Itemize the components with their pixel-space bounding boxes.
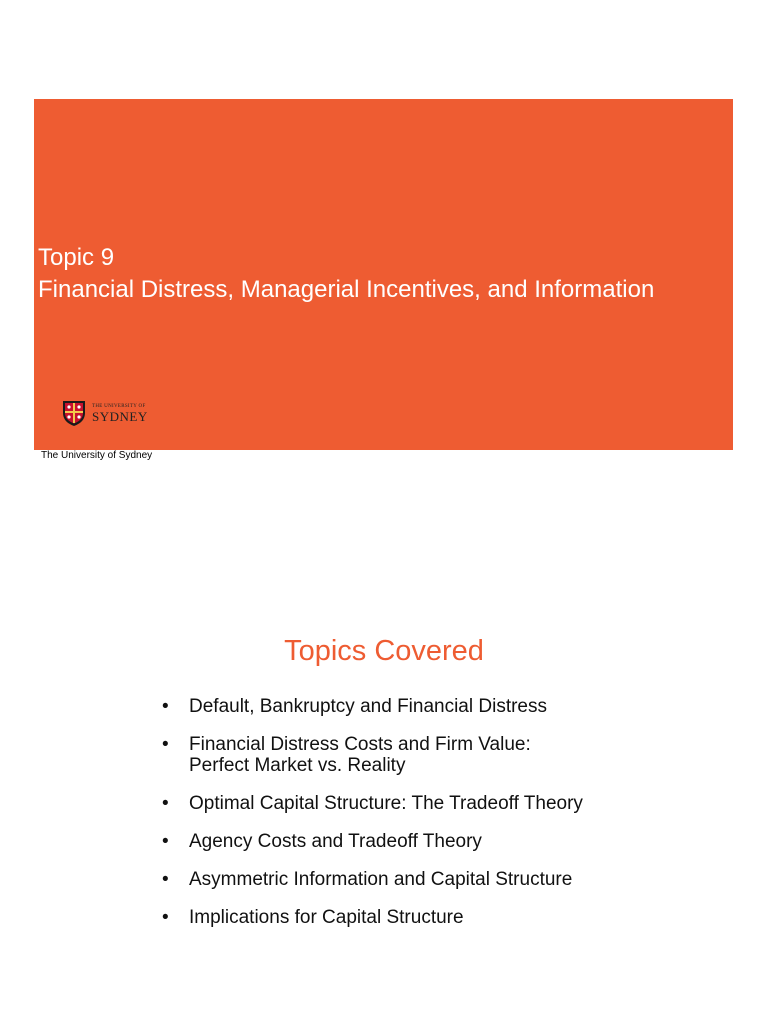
logo-line-big: SYDNEY	[92, 408, 148, 424]
footer-institution: The University of Sydney	[41, 450, 153, 461]
topic-subtitle: Financial Distress, Managerial Incentives, and Information	[38, 276, 655, 303]
list-item: • Agency Costs and Tradeoff Theory	[160, 831, 583, 852]
list-item: • Implications for Capital Structure	[160, 907, 583, 928]
logo-wordmark	[92, 404, 148, 423]
list-item: • Asymmetric Information and Capital Structure	[160, 869, 583, 890]
topics-heading: Topics Covered	[284, 635, 484, 667]
title-slide	[34, 99, 733, 450]
list-item: • Optimal Capital Structure: The Tradeoff Theory	[160, 793, 583, 814]
topics-list	[160, 696, 583, 945]
slide-title	[38, 242, 654, 306]
logo-line-small: THE UNIVERSITY OF	[92, 403, 146, 409]
university-crest-icon	[60, 399, 88, 427]
list-item: • Default, Bankruptcy and Financial Distress	[160, 696, 583, 717]
list-item: • Financial Distress Costs and Firm Value: Perfect Market vs. Reality	[160, 734, 583, 776]
university-logo	[60, 399, 148, 427]
topic-number: Topic 9	[38, 244, 115, 271]
